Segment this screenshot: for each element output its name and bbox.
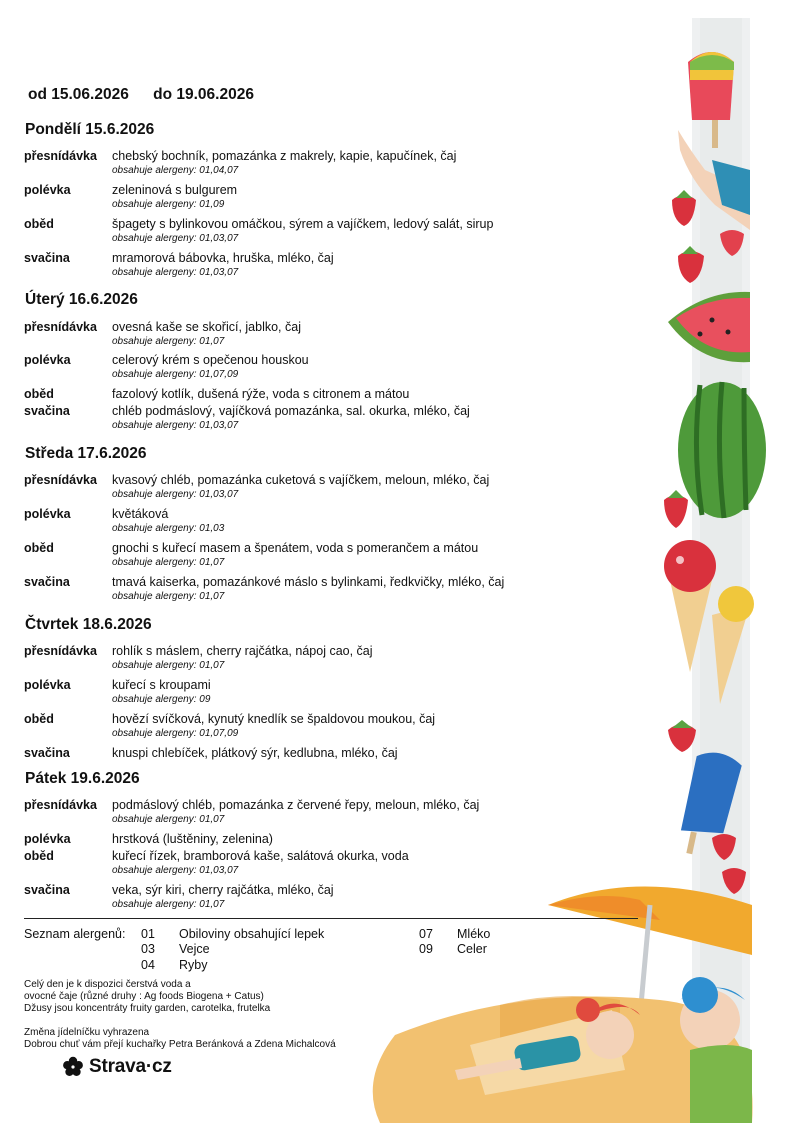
note-line: Změna jídelníčku vyhrazena xyxy=(24,1027,150,1038)
meal-allergens: obsahuje alergeny: 09 xyxy=(112,694,211,705)
allergen-legend-item: 01 Obiloviny obsahující lepek xyxy=(141,927,325,941)
meal-allergens: obsahuje alergeny: 01,03,07 xyxy=(112,420,239,431)
meal-dish: rohlík s máslem, cherry rajčátka, nápoj cao, čaj xyxy=(112,644,373,658)
meal-allergens: obsahuje alergeny: 01,03,07 xyxy=(112,233,239,244)
meal-allergens: obsahuje alergeny: 01,09 xyxy=(112,199,225,210)
note-line: Celý den je k dispozici čerstvá voda a xyxy=(24,979,191,990)
day-title-thursday: Čtvrtek 18.6.2026 xyxy=(25,616,152,633)
meal-label: oběd xyxy=(24,541,54,555)
meal-label: přesnídávka xyxy=(24,320,97,334)
meal-label: polévka xyxy=(24,183,71,197)
meal-allergens: obsahuje alergeny: 01,07 xyxy=(112,591,225,602)
allergen-legend-item: 03 Vejce xyxy=(141,942,210,956)
meal-label: přesnídávka xyxy=(24,473,97,487)
brand-name: Strava·cz xyxy=(89,1056,172,1077)
meal-allergens: obsahuje alergeny: 01,07 xyxy=(112,557,225,568)
meal-dish: kvasový chléb, pomazánka cuketová s vajíčkem, meloun, mléko, čaj xyxy=(112,473,490,487)
meal-dish: fazolový kotlík, dušená rýže, voda s citronem a mátou xyxy=(112,387,410,401)
day-title-monday: Pondělí 15.6.2026 xyxy=(25,121,155,138)
meal-label: svačina xyxy=(24,575,70,589)
flower-icon xyxy=(62,1056,84,1078)
divider xyxy=(24,918,638,919)
meal-dish: veka, sýr kiri, cherry rajčátka, mléko, čaj xyxy=(112,883,334,897)
meal-label: přesnídávka xyxy=(24,644,97,658)
day-title-friday: Pátek 19.6.2026 xyxy=(25,770,140,787)
meal-dish: mramorová bábovka, hruška, mléko, čaj xyxy=(112,251,334,265)
meal-allergens: obsahuje alergeny: 01,07,09 xyxy=(112,369,239,380)
strava-logo xyxy=(62,1056,172,1078)
meal-label: polévka xyxy=(24,832,71,846)
day-title-tuesday: Úterý 16.6.2026 xyxy=(25,291,138,308)
meal-label: polévka xyxy=(24,678,71,692)
meal-label: svačina xyxy=(24,883,70,897)
note-line: Dobrou chuť vám přejí kuchařky Petra Beránková a Zdena Michalcová xyxy=(24,1039,336,1050)
date-to: do 19.06.2026 xyxy=(153,86,254,103)
meal-label: přesnídávka xyxy=(24,149,97,163)
note-line: ovocné čaje (různé druhy : Ag foods Biogena + Catus) xyxy=(24,991,264,1002)
meal-dish: knuspi chlebíček, plátkový sýr, kedlubna, mléko, čaj xyxy=(112,746,398,760)
meal-dish: zeleninová s bulgurem xyxy=(112,183,238,197)
meal-dish: ovesná kaše se skořicí, jablko, čaj xyxy=(112,320,301,334)
meal-dish: chebský bochník, pomazánka z makrely, kapie, kapučínek, čaj xyxy=(112,149,457,163)
meal-dish: podmáslový chléb, pomazánka z červené řepy, meloun, mléko, čaj xyxy=(112,798,480,812)
meal-dish: špagety s bylinkovou omáčkou, sýrem a vajíčkem, ledový salát, sirup xyxy=(112,217,494,231)
allergen-legend-item: 04 Ryby xyxy=(141,958,208,972)
allergen-legend-item: 07 Mléko xyxy=(419,927,491,941)
meal-allergens: obsahuje alergeny: 01,07,09 xyxy=(112,728,239,739)
meal-dish: celerový krém s opečenou houskou xyxy=(112,353,309,367)
date-range xyxy=(28,86,254,104)
meal-label: oběd xyxy=(24,387,54,401)
meal-dish: hovězí svíčková, kynutý knedlík se špaldovou moukou, čaj xyxy=(112,712,436,726)
meal-label: svačina xyxy=(24,251,70,265)
meal-label: svačina xyxy=(24,404,70,418)
meal-allergens: obsahuje alergeny: 01,04,07 xyxy=(112,165,239,176)
day-title-wednesday: Středa 17.6.2026 xyxy=(25,445,147,462)
meal-allergens: obsahuje alergeny: 01,07 xyxy=(112,660,225,671)
meal-allergens: obsahuje alergeny: 01,03,07 xyxy=(112,489,239,500)
meal-allergens: obsahuje alergeny: 01,03,07 xyxy=(112,267,239,278)
meal-dish: chléb podmáslový, vajíčková pomazánka, sal. okurka, mléko, čaj xyxy=(112,404,470,418)
meal-dish: květáková xyxy=(112,507,169,521)
meal-allergens: obsahuje alergeny: 01,07 xyxy=(112,899,225,910)
meal-label: oběd xyxy=(24,849,54,863)
date-from: od 15.06.2026 xyxy=(28,86,129,103)
allergen-legend-label: Seznam alergenů: xyxy=(24,927,126,941)
meal-label: oběd xyxy=(24,712,54,726)
meal-dish: tmavá kaiserka, pomazánkové máslo s bylinkami, ředkvičky, mléko, čaj xyxy=(112,575,505,589)
allergen-legend-item: 09 Celer xyxy=(419,942,487,956)
meal-label: přesnídávka xyxy=(24,798,97,812)
meal-label: svačina xyxy=(24,746,70,760)
meal-label: polévka xyxy=(24,353,71,367)
note-line: Džusy jsou koncentráty fruity garden, carotelka, frutelka xyxy=(24,1003,271,1014)
meal-label: oběd xyxy=(24,217,54,231)
meal-allergens: obsahuje alergeny: 01,03 xyxy=(112,523,225,534)
meal-allergens: obsahuje alergeny: 01,03,07 xyxy=(112,865,239,876)
meal-allergens: obsahuje alergeny: 01,07 xyxy=(112,814,225,825)
meal-dish: hrstková (luštěniny, zelenina) xyxy=(112,832,273,846)
meal-dish: gnochi s kuřecí masem a špenátem, voda s pomerančem a mátou xyxy=(112,541,479,555)
meal-dish: kuřecí řízek, bramborová kaše, salátová okurka, voda xyxy=(112,849,409,863)
meal-allergens: obsahuje alergeny: 01,07 xyxy=(112,336,225,347)
meal-label: polévka xyxy=(24,507,71,521)
meal-dish: kuřecí s kroupami xyxy=(112,678,211,692)
